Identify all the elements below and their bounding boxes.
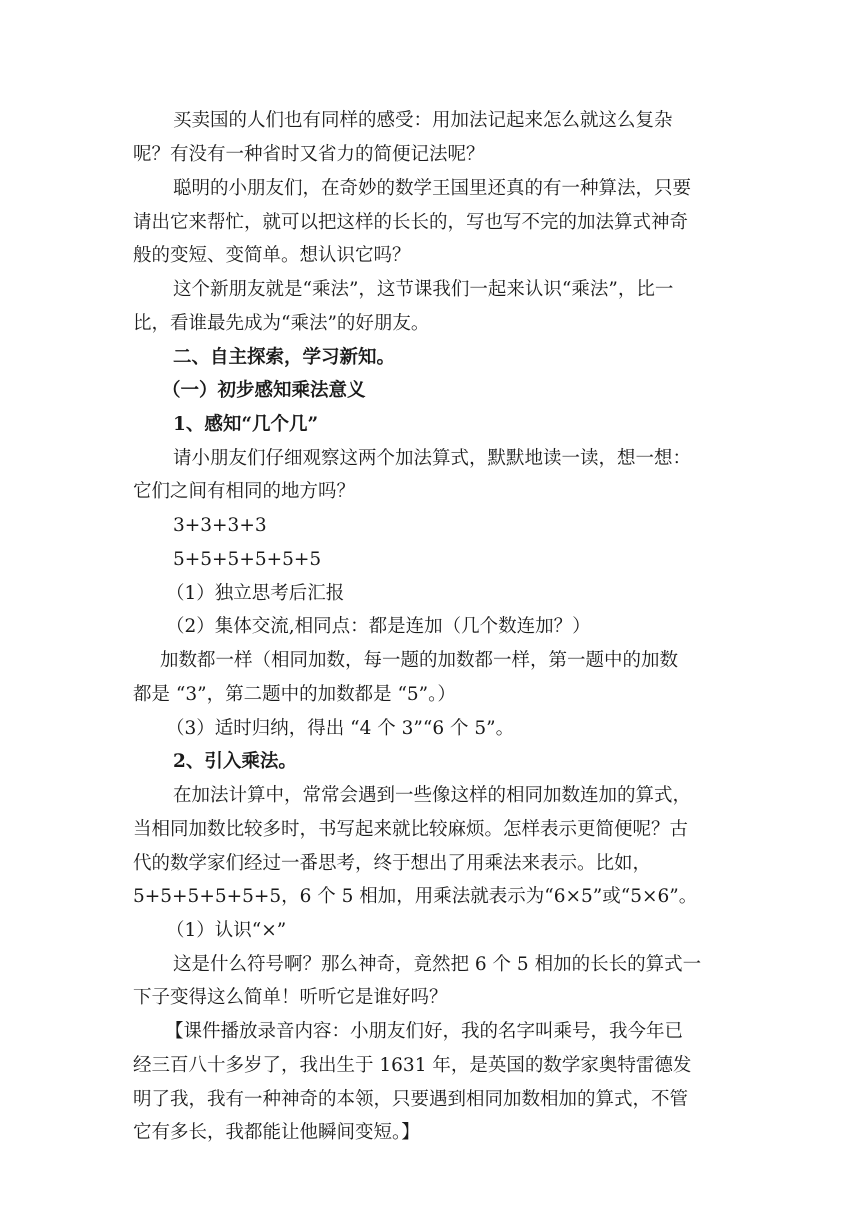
topic-heading-2: 2、引入乘法。 xyxy=(173,751,297,772)
text-line-30: 明了我，我有一种神奇的本领，只要遇到相同加数相加的算式，不管 xyxy=(133,1089,689,1110)
text-line-24: 5+5+5+5+5+5，6 个 5 相加，用乘法就表示为“6×5”或“5×6”。 xyxy=(133,886,698,907)
text-line-29: 经三百八十多岁了，我出生于 1631 年，是英国的数学家奥特雷德发 xyxy=(133,1055,692,1076)
text-line-12: 它们之间有相同的地方吗？ xyxy=(133,481,356,502)
text-line-2: 呢？有没有一种省时又省力的简便记法呢？ xyxy=(133,144,485,165)
text-line-3: 聪明的小朋友们，在奇妙的数学王国里还真的有一种算法，只要 xyxy=(173,178,692,199)
text-line-18: 都是 “3”，第二题中的加数都是 “5”。） xyxy=(133,684,456,705)
text-line-27: 下子变得这么简单！听听它是谁好吗？ xyxy=(133,987,448,1008)
text-line-28: 【课件播放录音内容：小朋友们好，我的名字叫乘号，我今年已 xyxy=(165,1021,684,1042)
section-heading: 二、自主探索，学习新知。 xyxy=(173,347,396,368)
text-line-7: 比，看谁最先成为“乘法”的好朋友。 xyxy=(133,313,430,334)
text-line-11: 请小朋友们仔细观察这两个加法算式，默默地读一读，想一想： xyxy=(173,448,692,469)
text-line-22: 当相同加数比较多时，书写起来就比较麻烦。怎样表示更简便呢？古 xyxy=(133,819,689,840)
topic-heading-1: 1、感知“几个几” xyxy=(173,414,319,435)
text-line-16: （2）集体交流,相同点：都是连加（几个数连加？） xyxy=(166,616,591,637)
text-line-4: 请出它来帮忙，就可以把这样的长长的，写也写不完的加法算式神奇 xyxy=(133,212,689,233)
subsection-heading: （一）初步感知乘法意义 xyxy=(162,380,366,401)
text-line-23: 代的数学家们经过一番思考，终于想出了用乘法来表示。比如， xyxy=(133,853,652,874)
text-line-31: 它有多长，我都能让他瞬间变短。】 xyxy=(133,1122,420,1143)
text-line-26: 这是什么符号啊？那么神奇，竟然把 6 个 5 相加的长长的算式一 xyxy=(173,954,702,975)
text-line-1: 买卖国的人们也有同样的感受：用加法记起来怎么就这么复杂 xyxy=(173,110,673,131)
text-line-21: 在加法计算中，常常会遇到一些像这样的相同加数连加的算式， xyxy=(173,785,692,806)
text-line-19: （3）适时归纳，得出 “4 个 3”“6 个 5”。 xyxy=(166,718,515,739)
text-line-5: 般的变短、变简单。想认识它吗？ xyxy=(133,245,411,266)
text-line-17: 加数都一样（相同加数，每一题的加数都一样，第一题中的加数 xyxy=(160,650,679,671)
addition-expression-2: 5+5+5+5+5+5 xyxy=(173,549,322,570)
text-line-6: 这个新朋友就是“乘法”，这节课我们一起来认识“乘法”，比一 xyxy=(173,279,674,300)
text-line-25: （1）认识“×” xyxy=(166,920,287,941)
text-line-15: （1）独立思考后汇报 xyxy=(166,583,345,604)
addition-expression-1: 3+3+3+3 xyxy=(173,515,267,536)
